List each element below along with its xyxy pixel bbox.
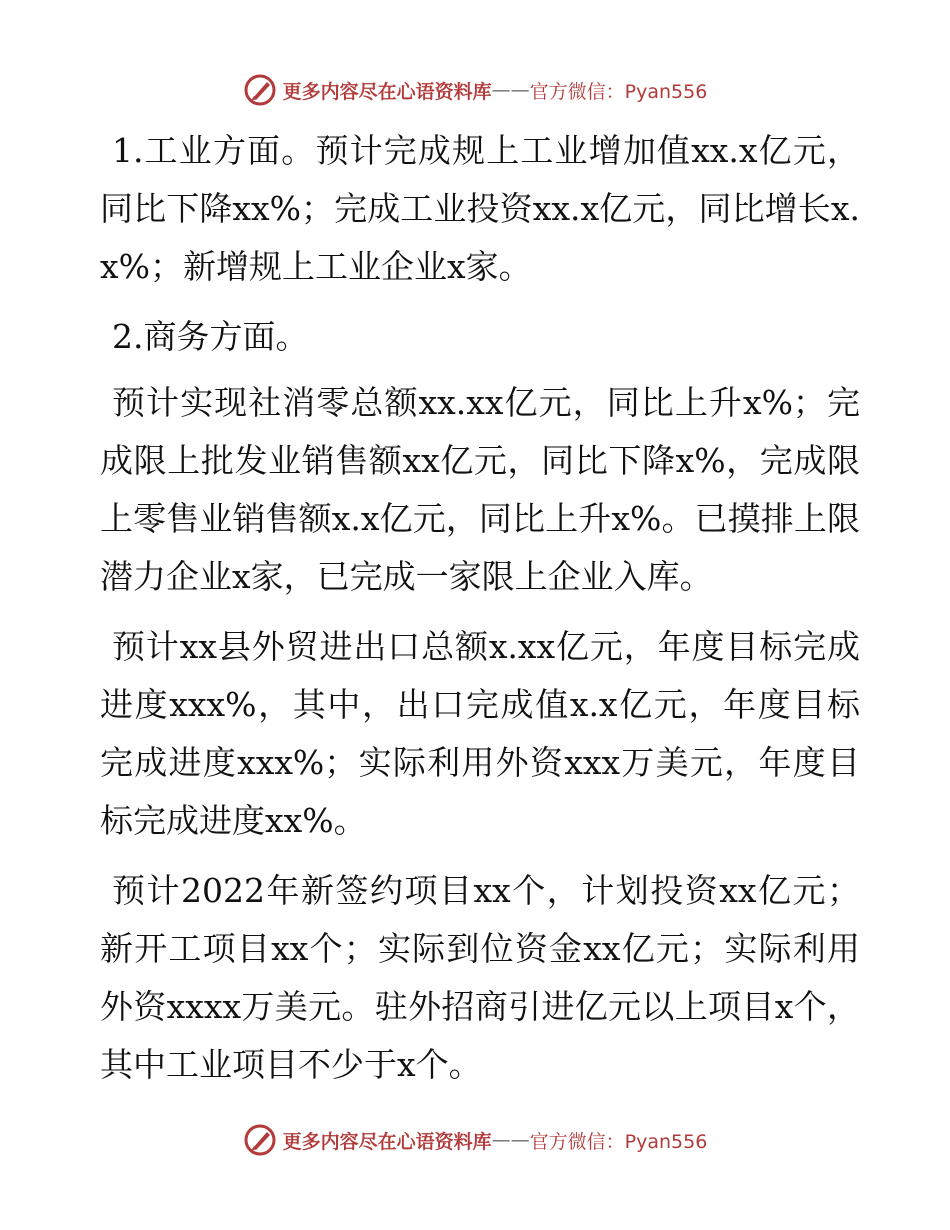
paragraph-retail: 预计实现社消零总额xx.xx亿元，同比上升x%；完成限上批发业销售额xx亿元，同比下降x%，完成限上零售业销售额x.x亿元，同比上升x%。已摸排上限潜力企业x家，已完成一家限上企业入库。 (100, 383, 860, 596)
quill-logo-icon (243, 1123, 277, 1157)
paragraph-foreign-trade: 预计xx县外贸进出口总额x.xx亿元，年度目标完成进度xxx%，其中，出口完成值x.x亿元，年度目标完成进度xxx%；实际利用外资xxx万美元，年度目标完成进度xx%。 (100, 627, 860, 840)
watermark-brand: 更多内容尽在心语资料库 (282, 80, 492, 103)
watermark-contact: 官方微信：Pyan556 (529, 80, 708, 103)
watermark-footer (0, 1120, 950, 1160)
watermark-brand: 更多内容尽在心语资料库 (282, 1130, 492, 1153)
watermark-header (0, 70, 950, 110)
watermark-separator: —— (491, 79, 530, 101)
document-body (100, 122, 860, 1106)
paragraph-investment: 预计2022年新签约项目xx个，计划投资xx亿元；新开工项目xx个；实际到位资金xx亿元；实际利用外资xxxx万美元。驻外招商引进亿元以上项目x个，其中工业项目不少于x个。 (100, 871, 860, 1084)
paragraph-commerce-heading: 2.商务方面。 (112, 317, 309, 356)
paragraph-industry: 1.工业方面。预计完成规上工业增加值xx.x亿元，同比下降xx%；完成工业投资xx.x亿元，同比增长x.x%；新增规上工业企业x家。 (100, 131, 860, 286)
quill-logo-icon (243, 73, 277, 107)
watermark-separator: —— (491, 1129, 530, 1151)
watermark-contact: 官方微信：Pyan556 (529, 1130, 708, 1153)
